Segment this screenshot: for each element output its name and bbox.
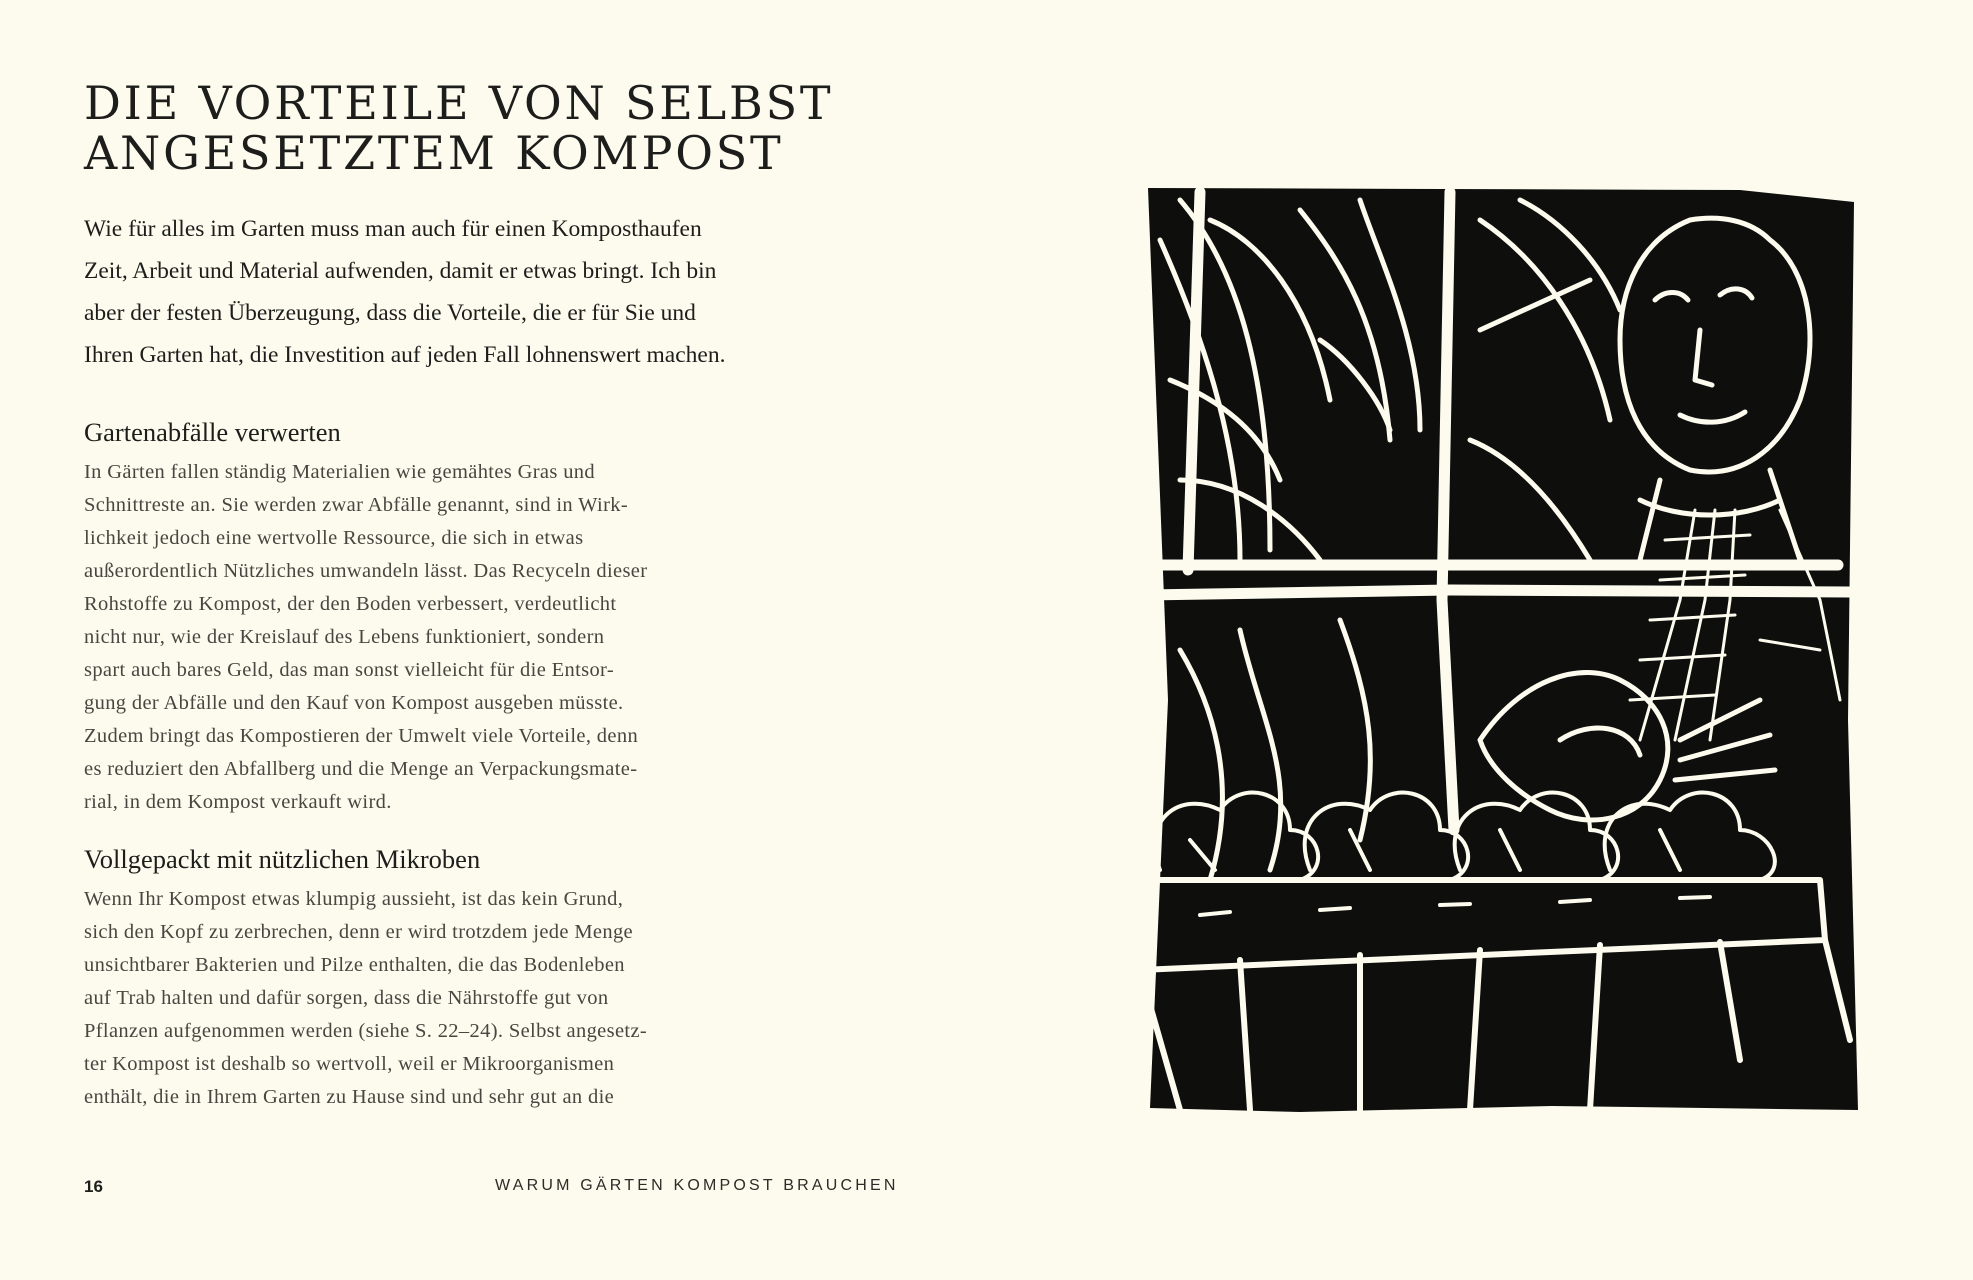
body-line: Schnittreste an. Sie werden zwar Abfälle genannt, sind in Wirk- [84, 494, 629, 516]
running-footer-title: WARUM GÄRTEN KOMPOST BRAUCHEN [495, 1177, 899, 1194]
body-line: Rohstoffe zu Kompost, der den Boden verbessert, verdeutlicht [84, 593, 617, 615]
body-line: Zudem bringt das Kompostieren der Umwelt viele Vorteile, denn [84, 725, 639, 747]
intro-paragraph [84, 208, 844, 376]
body-line: In Gärten fallen ständig Materialien wie gemähtes Gras und [84, 461, 595, 483]
section-heading-microbes: Vollgepackt mit nützlichen Mikroben [84, 844, 481, 874]
illustration-ink-block [1148, 188, 1858, 1112]
linocut-illustration [1120, 180, 1860, 1120]
body-line: nicht nur, wie der Kreislauf des Lebens funktioniert, sondern [84, 626, 605, 648]
body-line: spart auch bares Geld, das man sonst vielleicht für die Entsor- [84, 659, 615, 681]
body-line: es reduziert den Abfallberg und die Menge an Verpackungsmate- [84, 758, 638, 780]
body-line: gung der Abfälle und den Kauf von Kompost ausgeben müsste. [84, 692, 624, 714]
body-line: außerordentlich Nützliches umwandeln lässt. Das Recyceln dieser [84, 560, 648, 582]
body-line: sich den Kopf zu zerbrechen, denn er wird trotzdem jede Menge [84, 921, 634, 943]
body-line: rial, in dem Kompost verkauft wird. [84, 791, 392, 813]
intro-line: aber der festen Überzeugung, dass die Vorteile, die er für Sie und [84, 300, 696, 326]
title-line: ANGESETZTEM KOMPOST [84, 126, 784, 180]
body-line: lichkeit jedoch eine wertvolle Ressource, die sich in etwas [84, 527, 584, 549]
intro-line: Wie für alles im Garten muss man auch für einen Komposthaufen [84, 216, 702, 242]
title-line: DIE VORTEILE VON SELBST [84, 76, 834, 130]
page-number: 16 [84, 1177, 103, 1196]
section-body-microbes [84, 883, 724, 1114]
body-line: Wenn Ihr Kompost etwas klumpig aussieht, ist das kein Grund, [84, 888, 624, 910]
body-line: enthält, die in Ihrem Garten zu Hause sind und sehr gut an die [84, 1086, 615, 1108]
intro-line: Zeit, Arbeit und Material aufwenden, damit er etwas bringt. Ich bin [84, 258, 717, 284]
page-title [84, 78, 833, 178]
body-line: unsichtbarer Bakterien und Pilze enthalten, die das Bodenleben [84, 954, 625, 976]
body-line: Pflanzen aufgenommen werden (siehe S. 22–24). Selbst angesetz- [84, 1020, 648, 1042]
body-line: auf Trab halten und dafür sorgen, dass die Nährstoffe gut von [84, 987, 609, 1009]
section-body-garden-waste [84, 456, 724, 819]
section-heading-garden-waste: Gartenabfälle verwerten [84, 417, 341, 447]
body-line: ter Kompost ist deshalb so wertvoll, weil er Mikroorganismen [84, 1053, 615, 1075]
intro-line: Ihren Garten hat, die Investition auf jeden Fall lohnenswert machen. [84, 342, 726, 368]
